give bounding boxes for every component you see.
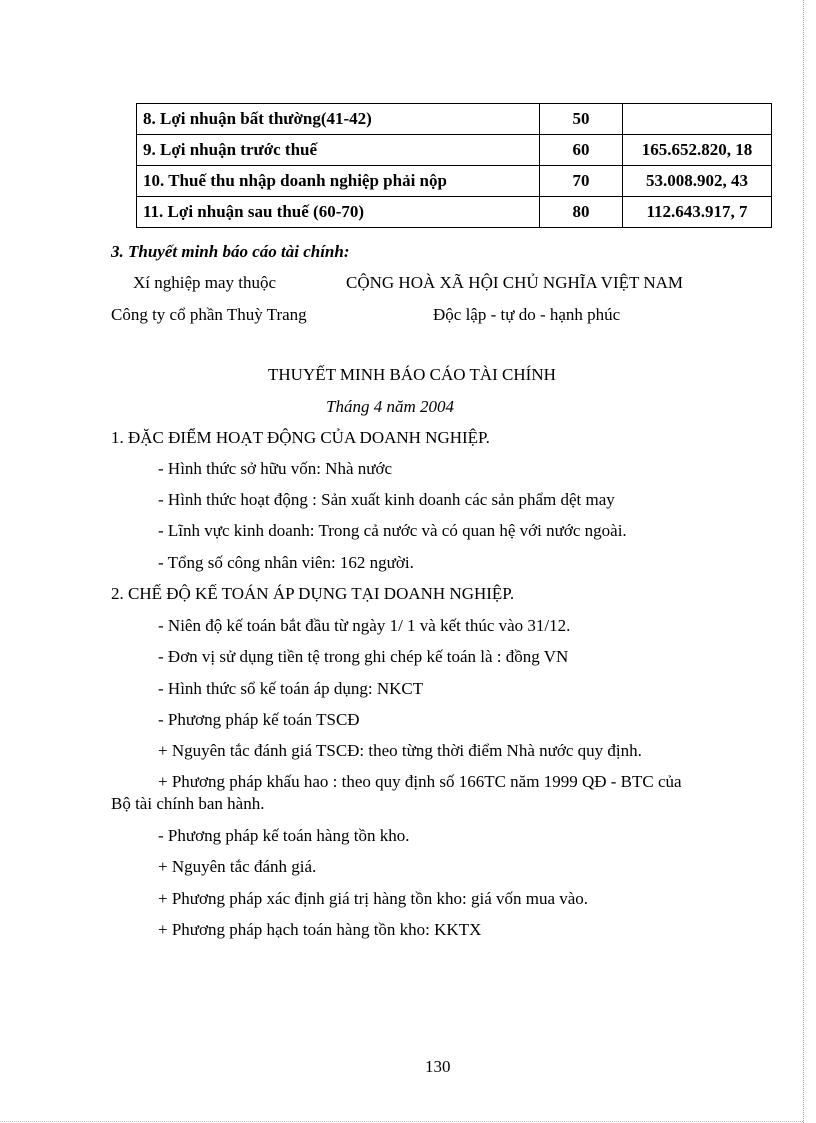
page-border-right — [803, 0, 804, 1123]
list-item: - Phương pháp kế toán TSCĐ — [158, 710, 360, 729]
profit-table — [136, 103, 772, 228]
list-item: + Phương pháp xác định giá trị hàng tồn kho: giá vốn mua vào. — [158, 889, 589, 908]
list-item: - Phương pháp kế toán hàng tồn kho. — [158, 826, 410, 845]
table-row — [137, 166, 772, 197]
row-label: 8. Lợi nhuận bất thường(41-42) — [137, 104, 540, 135]
row-label: 11. Lợi nhuận sau thuế (60-70) — [137, 197, 540, 228]
list-item: - Niên độ kế toán bắt đầu từ ngày 1/ 1 và kết thúc vào 31/12. — [158, 616, 571, 635]
list-item: + Phương pháp khấu hao : theo quy định số 166TC năm 1999 QĐ - BTC của — [158, 772, 682, 791]
row-label: 10. Thuế thu nhập doanh nghiệp phải nộp — [137, 166, 540, 197]
list-item: - Lĩnh vực kinh doanh: Trong cả nước và có quan hệ với nước ngoài. — [158, 521, 627, 540]
list-item: - Hình thức hoạt động : Sản xuất kinh doanh các sản phẩm dệt may — [158, 490, 615, 509]
company-name-line1: Xí nghiệp may thuộc — [133, 273, 277, 292]
page-border-bottom — [0, 1121, 803, 1122]
list-item: - Tổng số công nhân viên: 162 người. — [158, 553, 414, 572]
row-value: 112.643.917, 7 — [623, 197, 772, 228]
list-item: - Hình thức sở hữu vốn: Nhà nước — [158, 459, 393, 478]
row-code: 60 — [540, 135, 623, 166]
row-value: 165.652.820, 18 — [623, 135, 772, 166]
list-item: - Đơn vị sử dụng tiền tệ trong ghi chép kế toán là : đồng VN — [158, 647, 569, 666]
row-code: 50 — [540, 104, 623, 135]
row-value: 53.008.902, 43 — [623, 166, 772, 197]
row-value — [623, 104, 772, 135]
row-code: 80 — [540, 197, 623, 228]
part2-heading: 2. CHẾ ĐỘ KẾ TOÁN ÁP DỤNG TẠI DOANH NGHIỆP. — [111, 584, 515, 603]
row-code: 70 — [540, 166, 623, 197]
report-date: Tháng 4 năm 2004 — [326, 397, 454, 416]
list-item: + Nguyên tắc đánh giá. — [158, 857, 317, 876]
national-motto: Độc lập - tự do - hạnh phúc — [433, 305, 621, 324]
national-title: CỘNG HOÀ XÃ HỘI CHỦ NGHĨA VIỆT NAM — [346, 273, 684, 292]
list-item-continuation: Bộ tài chính ban hành. — [111, 794, 265, 813]
company-name-line2: Công ty cổ phần Thuỳ Trang — [111, 305, 307, 324]
table-row — [137, 197, 772, 228]
list-item: - Hình thức sổ kế toán áp dụng: NKCT — [158, 679, 424, 698]
list-item: + Nguyên tắc đánh giá TSCĐ: theo từng thời điểm Nhà nước quy định. — [158, 741, 642, 760]
page-number: 130 — [425, 1057, 451, 1076]
report-title: THUYẾT MINH BÁO CÁO TÀI CHÍNH — [268, 365, 556, 384]
part1-heading: 1. ĐẶC ĐIỂM HOẠT ĐỘNG CỦA DOANH NGHIỆP. — [111, 428, 490, 447]
row-label: 9. Lợi nhuận trước thuế — [137, 135, 540, 166]
table-row — [137, 104, 772, 135]
list-item: + Phương pháp hạch toán hàng tồn kho: KKTX — [158, 920, 482, 939]
section-heading: 3. Thuyết minh báo cáo tài chính: — [111, 242, 350, 261]
table-row — [137, 135, 772, 166]
